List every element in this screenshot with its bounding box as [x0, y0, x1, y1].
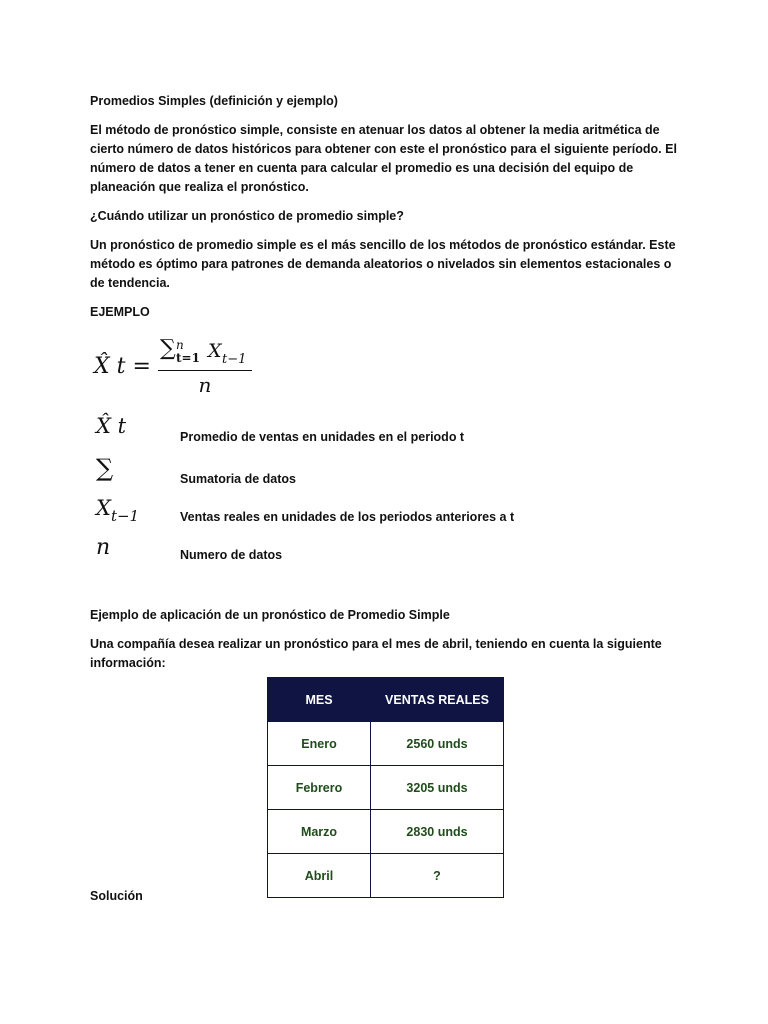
cell-sales: ? [371, 854, 504, 898]
table-header-row [268, 678, 504, 722]
cell-month: Febrero [268, 766, 371, 810]
sum-lower-limit: t=1 [176, 351, 200, 365]
cell-month: Abril [268, 854, 371, 898]
def-label-sum: Sumatoria de datos [180, 472, 296, 486]
def-label-xt1: Ventas reales en unidades de los periodos anteriores a t [180, 510, 515, 524]
formula-term-subscript: t−1 [222, 352, 247, 367]
cell-sales: 3205 unds [371, 766, 504, 810]
table-row [268, 766, 504, 810]
sum-upper-limit: n [176, 338, 184, 352]
application-title: Ejemplo de aplicación de un pronóstico de Promedio Simple [90, 608, 450, 622]
answer-paragraph: Un pronóstico de promedio simple es el más sencillo de los métodos de pronóstico estándar. Este método es óptimo para patrones de demanda aleatorios o nivelados sin elementos estacionales o de tendencia. [90, 238, 676, 290]
fraction-bar [158, 370, 252, 371]
header-mes: MES [268, 678, 371, 722]
header-ventas: VENTAS REALES [371, 678, 504, 722]
def-symbol-x: X [96, 496, 111, 520]
sum-symbol: ∑ [160, 336, 176, 361]
table-row [268, 722, 504, 766]
cell-sales: 2560 unds [371, 722, 504, 766]
average-formula [94, 338, 264, 400]
cell-month: Enero [268, 722, 371, 766]
page-heading: Promedios Simples (definición y ejemplo) [90, 94, 338, 108]
def-symbol-xt1 [96, 496, 140, 525]
cell-sales: 2830 unds [371, 810, 504, 854]
table-row [268, 810, 504, 854]
formula-lhs: X̂ t = [94, 354, 151, 379]
solution-label: Solución [90, 889, 143, 903]
sales-table [267, 677, 504, 898]
formula-term: X [208, 340, 222, 362]
def-symbol-x-subscript: t−1 [110, 507, 140, 525]
def-label-n: Numero de datos [180, 548, 283, 562]
application-text: Una compañía desea realizar un pronóstico para el mes de abril, teniendo en cuenta la siguiente información: [90, 637, 662, 670]
def-symbol-sum: ∑ [96, 454, 114, 482]
def-label-xhat: Promedio de ventas en unidades en el periodo t [180, 430, 465, 444]
example-label: EJEMPLO [90, 305, 150, 319]
formula-denominator: n [198, 373, 212, 397]
intro-paragraph: El método de pronóstico simple, consiste en atenuar los datos al obtener la media aritmética de cierto número de datos históricos para obtener con este el pronóstico para el siguiente período. El número de datos a tener en cuenta para calcular el promedio es una decisión del equipo de planeación que realiza el pronóstico. [90, 123, 677, 194]
formula-numerator [158, 338, 252, 368]
question-heading: ¿Cuándo utilizar un pronóstico de promedio simple? [90, 209, 404, 223]
formula-fraction [158, 338, 252, 397]
def-symbol-n: n [96, 535, 111, 560]
cell-month: Marzo [268, 810, 371, 854]
def-symbol-xhat: X̂ t [96, 414, 127, 438]
